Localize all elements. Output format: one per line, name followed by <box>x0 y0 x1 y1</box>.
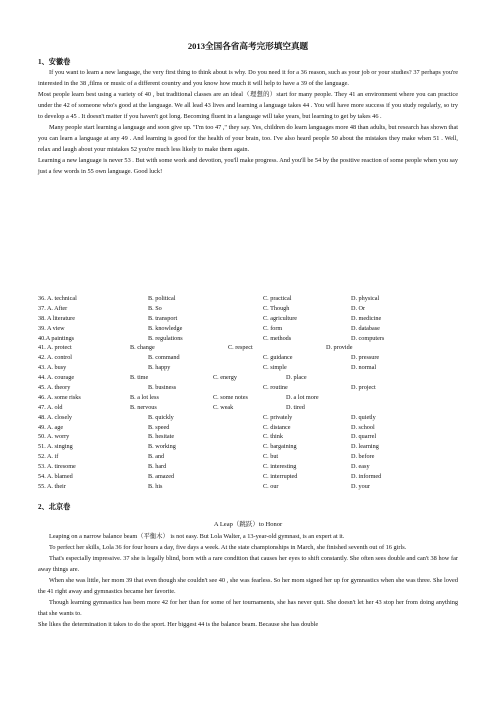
option-row <box>38 463 468 473</box>
option-d: D. computers <box>351 334 385 342</box>
option-a: 51. A. singing <box>38 443 73 451</box>
paragraph: To perfect her skills, Lola 36 for four hours a day, five days a week. At the state championships in March, she finished seventh out of 16 girls. <box>49 544 407 551</box>
option-d: D. project <box>351 384 376 392</box>
paragraph: That's especially impressive. 37 she is legally blind, born with a rare condition that causes her eyes to shift constantly. She often sees double and can't 38 how far away things are. <box>38 555 458 573</box>
option-c: C. energy <box>213 374 237 382</box>
option-a: 46. A. some risks <box>38 393 81 401</box>
option-d: D. a lot more <box>286 393 319 401</box>
option-b: B. quickly <box>148 413 174 421</box>
option-a: 47. A. old <box>38 403 63 411</box>
option-row <box>38 453 468 463</box>
option-a: 54. A. blamed <box>38 473 73 481</box>
option-row <box>38 483 468 493</box>
option-d: D. medicine <box>351 314 382 322</box>
option-b: B. happy <box>148 364 171 372</box>
option-d: D. school <box>351 423 375 431</box>
paragraph: When she was little, her mom 39 that even though she couldn't see 40 , she was fearless. So her mom signed her up for gymnastics when she was three. She loved the 41 right away and gymnastics became her favorite. <box>38 577 458 595</box>
option-row <box>38 305 468 315</box>
option-b: B. transport <box>148 314 178 322</box>
option-c: C. bargaining <box>263 443 297 451</box>
option-a: 44. A. courage <box>38 374 75 382</box>
option-a: 42. A. control <box>38 354 73 362</box>
option-b: B. speed <box>148 423 170 431</box>
option-d: D. provide <box>326 344 353 352</box>
document-title: 2013全国各省高考完形填空真题 <box>187 41 309 51</box>
option-a: 43. A. busy <box>38 364 67 372</box>
option-c: C. form <box>263 324 283 332</box>
option-b: B. political <box>148 295 176 302</box>
option-a: 50. A. worry <box>38 433 70 441</box>
option-row <box>38 404 468 414</box>
option-row <box>38 325 468 335</box>
option-c: C. privately <box>263 413 293 421</box>
option-c: C. our <box>263 482 279 490</box>
option-b: B. his <box>148 482 163 490</box>
option-d: D. easy <box>351 463 370 471</box>
option-row <box>38 354 468 364</box>
paragraph: Learning a new language is never 53 . But with some work and devotion, you'll make progress. And you'll be 54 by the positive reaction of some people when you say just a few words in 55 own language. Good luck! <box>38 157 458 175</box>
option-b: B. business <box>148 384 177 392</box>
option-c: C. interesting <box>263 463 297 471</box>
option-c: C. Though <box>263 304 290 312</box>
option-row <box>38 424 468 434</box>
option-a: 39. A view <box>38 324 65 332</box>
option-b: B. and <box>148 453 165 461</box>
option-d: D. informed <box>351 473 382 481</box>
option-row <box>38 433 468 443</box>
option-a: 52. A. if <box>38 453 59 461</box>
option-d: D. database <box>351 324 380 332</box>
option-d: D. quietly <box>351 413 376 421</box>
option-row <box>38 295 468 305</box>
option-row <box>38 473 468 483</box>
option-d: D. physical <box>351 295 380 302</box>
option-row <box>38 414 468 424</box>
option-b: B. a lot less <box>130 393 159 401</box>
option-b: B. regulations <box>148 334 183 342</box>
options-list-anhui <box>38 295 468 493</box>
option-row <box>38 374 468 384</box>
paragraph: She likes the determination it takes to do the sport. Her biggest 44 is the balance beam. Because she has double <box>38 621 319 628</box>
option-d: D. quarrel <box>351 433 377 441</box>
option-row <box>38 384 468 394</box>
option-d: D. your <box>351 482 370 490</box>
option-d: D. learning <box>351 443 379 451</box>
passage-beijing <box>38 531 458 630</box>
option-d: D. place <box>286 374 307 382</box>
option-a: 38. A literature <box>38 314 75 322</box>
option-b: B. working <box>148 443 176 451</box>
option-a: 53. A. tiresome <box>38 463 76 471</box>
option-b: B. hard <box>148 463 167 471</box>
option-a: 48. A. closely <box>38 413 73 421</box>
paragraph: Though learning gymnastics has been more 42 for her than for some of her tournaments, she has never quit. She doesn't let her 43 stop her from doing anything that she wants to. <box>38 599 458 617</box>
option-row <box>38 394 468 404</box>
option-c: C. agriculture <box>263 314 298 322</box>
option-a: 45. A. theory <box>38 384 71 392</box>
option-b: B. hesitate <box>148 433 175 441</box>
option-c: C. respect <box>228 344 253 352</box>
option-c: C. some notes <box>213 393 248 401</box>
option-row <box>38 443 468 453</box>
option-row <box>38 344 468 354</box>
option-c: C. think <box>263 433 283 441</box>
option-a: 41. A. protect <box>38 344 72 352</box>
option-a: 55. A. their <box>38 482 66 490</box>
option-c: C. distance <box>263 423 291 431</box>
paragraph: Many people start learning a language and soon give up. "I'm too 47 ," they say. Yes, children do learn languages more 48 than adults, but research has shown that you can learn a language at any 49 . And learning is good for the health of your brain, too. I've also heard people 50 about the mistakes they make when 51 . Well, relax and laugh about your mistakes 52 you're much less likely to make them again. <box>38 124 458 153</box>
option-b: B. knowledge <box>148 324 183 332</box>
option-c: C. simple <box>263 364 287 372</box>
option-row <box>38 364 468 374</box>
passage-subtitle: A Leap（跳跃）to Honor <box>213 521 283 528</box>
option-b: B. So <box>148 304 162 312</box>
option-c: C. interrupted <box>263 473 298 481</box>
option-b: B. amazed <box>148 473 175 481</box>
option-b: B. nervous <box>130 403 157 411</box>
option-a: 37. A. After <box>38 304 68 312</box>
option-c: C. weak <box>213 403 234 411</box>
paragraph: If you want to learn a new language, the very first thing to think about is why. Do you need it for a 36 reason, such as your job or your studies? 37 perhaps you're interested in the 38 ,films or music of a different country and you know how much it will help to have a 39 of the language. <box>38 69 458 87</box>
option-d: D. pressure <box>351 354 380 362</box>
option-c: C. but <box>263 453 279 461</box>
passage-anhui <box>38 67 458 177</box>
option-d: D. tired <box>286 403 305 411</box>
option-b: B. change <box>130 344 155 352</box>
option-row <box>38 335 468 345</box>
option-d: D. before <box>351 453 375 461</box>
section-heading-anhui: 1、安徽卷 <box>38 58 71 66</box>
option-row <box>38 315 468 325</box>
option-c: C. methods <box>263 334 292 342</box>
option-c: C. guidance <box>263 354 293 362</box>
option-d: D. normal <box>351 364 377 372</box>
option-d: D. Or <box>351 304 366 312</box>
paragraph: Most people learn best using a variety of 40 , but traditional classes are an ideal（理想的）start for many people. They 41 an environment where you can practice under the 42 of someone who's good at the language. We all lead 43 lives and learning a language takes 44 . You will have more success if you study regularly, so try to develop a 45 . It doesn't matter if you haven't got long. Becoming fluent in a language will take years, but learning to get by takes 46 . <box>38 91 458 120</box>
section-heading-beijing: 2、北京卷 <box>38 503 71 511</box>
option-b: B. time <box>130 374 149 382</box>
option-c: C. practical <box>263 295 292 302</box>
option-a: 36. A. technical <box>38 295 77 302</box>
option-a: 40.A paintings <box>38 334 75 342</box>
option-c: C. routine <box>263 384 288 392</box>
option-a: 49. A. age <box>38 423 64 431</box>
paragraph: Leaping on a narrow balance beam（平衡木） is not easy. But Lola Walter, a 13-year-old gymnast, is an expert at it. <box>49 533 345 540</box>
option-b: B. command <box>148 354 180 362</box>
